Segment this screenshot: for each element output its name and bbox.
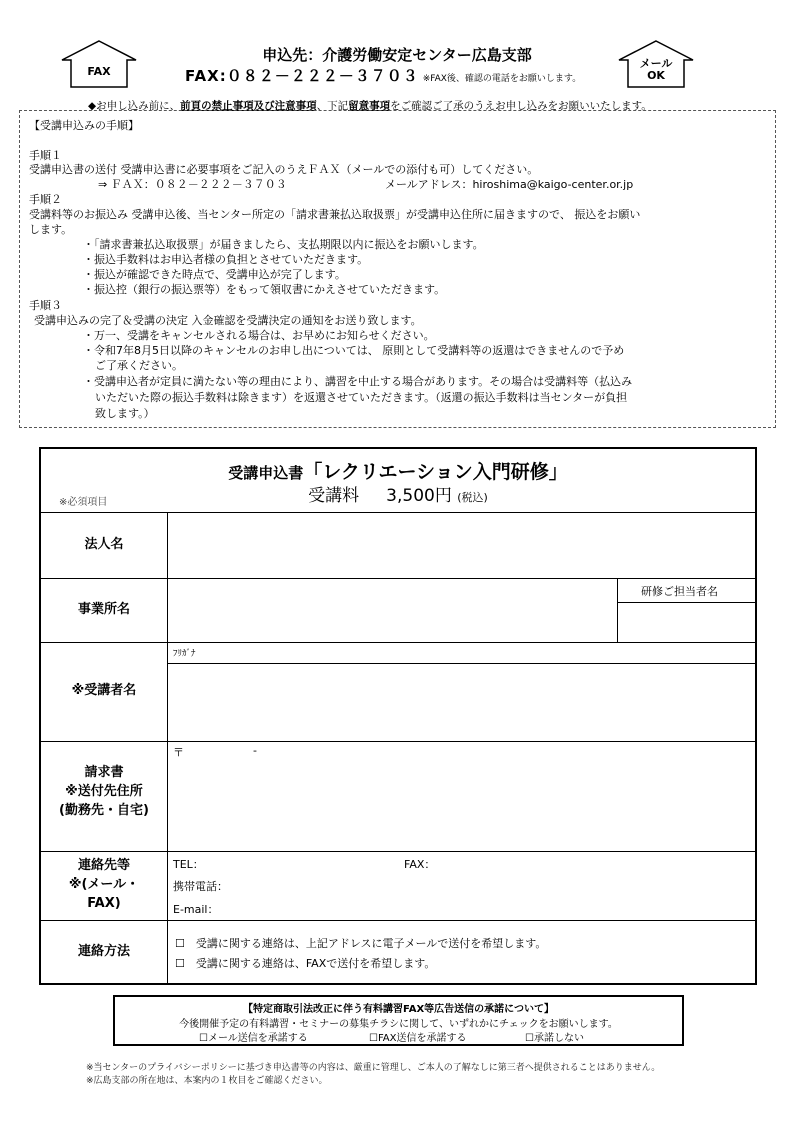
- step2-bullet: ・振込手数料はお申込者様の負担とさせていただきます。: [83, 253, 369, 266]
- staff-label: 研修ご担当者名: [641, 585, 718, 598]
- method-option-fax[interactable]: ☐ 受講に関する連絡は、FAXで送付を希望します。: [175, 957, 436, 970]
- step3-bullet-3-cont: 致します。）: [95, 407, 155, 420]
- ad-consent-box: [113, 995, 684, 1046]
- form-fee: [41, 481, 755, 506]
- fee-label: 受講料: [308, 486, 360, 506]
- page-title: 申込先：介護労働安定センター広島支部: [262, 46, 532, 64]
- step2-bullet: ・振込控（銀行の振込票等）をもって領収書にかえさせていただきます。: [83, 283, 446, 296]
- step1-text: 受講申込書の送付 受講申込書に必要事項をご記入のうえＦＡＸ（メールでの添付も可）してください。: [29, 163, 539, 176]
- step3-bullet-2: ・令和7年8月5日以降のキャンセルのお申し出については、 原則として受講料等の返還はできませんので予め: [83, 344, 625, 357]
- required-note: ※必須項目: [59, 497, 108, 508]
- fax-badge-label: FAX: [87, 65, 111, 78]
- form-title-prefix: 受講申込書: [228, 464, 304, 482]
- fax-number-line: [185, 65, 581, 86]
- email-label[interactable]: E-mail：: [173, 903, 219, 916]
- notice-suffix: をご確認ご了承のうえお申し込みをお願いいたします。: [390, 100, 652, 112]
- step1-title: 手順１: [29, 149, 62, 162]
- consent-fax-option[interactable]: ☐FAX送信を承諾する: [369, 1033, 467, 1044]
- postal-mark: 〒: [173, 746, 184, 759]
- step3-title: 手順３: [29, 299, 62, 312]
- fax-number: FAX:０８２－２２２－３７０３: [185, 67, 419, 85]
- privacy-footnote: ※当センターのプライバシーポリシーに基づき申込書等の内容は、厳重に管理し、ご本人の了解なしに第三者へ提供されることはありません。: [86, 1063, 661, 1073]
- step1-mail: メールアドレス：hiroshima@kaigo-center.or.jp: [385, 178, 634, 191]
- row-divider: [41, 578, 755, 579]
- application-form: [39, 447, 757, 985]
- step3-bullet-3-cont: いただいた際の振込手数料は除きます）を返還させていただきます。（返還の振込手数料は当センターが負担: [95, 391, 628, 404]
- consent-mail-option[interactable]: ☐メール送信を承諾する: [199, 1033, 308, 1044]
- ad-consent-title: 【特定商取引法改正に伴う有料講習FAX等広告送信の承諾について】: [243, 1004, 554, 1015]
- step3-bullet-1: ・万一、受講をキャンセルされる場合は、お早めにお知らせください。: [83, 329, 435, 342]
- billing-address-field[interactable]: [169, 761, 755, 849]
- staff-name-field[interactable]: [619, 604, 755, 640]
- row-divider: [41, 741, 755, 742]
- contact-label-1: 連絡先等: [77, 858, 130, 873]
- staff-column-divider: [617, 578, 618, 642]
- step2-bullet: ・振込が確認できた時点で、受講申込が完了します。: [83, 268, 346, 281]
- notice-bold-2: 留意事項: [348, 100, 391, 112]
- step2-text-2: します。: [29, 223, 73, 236]
- row-divider: [41, 851, 755, 852]
- corp-label: 法人名: [84, 537, 124, 552]
- method-option-email[interactable]: ☐ 受講に関する連絡は、上記アドレスに電子メールで送付を希望します。: [175, 937, 547, 950]
- staff-divider: [617, 602, 755, 603]
- furigana-label: ﾌﾘｶﾞﾅ: [173, 649, 196, 659]
- billing-label-2: ※送付先住所: [65, 784, 143, 799]
- billing-label-1: 請求書: [84, 765, 124, 780]
- postal-dash: -: [253, 744, 257, 757]
- row-divider: [41, 920, 755, 921]
- step2-bullet: ・「請求書兼払込取扱票」が届きましたら、支払期限以内に振込をお願いします。: [83, 238, 484, 251]
- attendee-name-field[interactable]: [169, 665, 755, 739]
- furigana-divider: [167, 663, 755, 664]
- contact-label-3: FAX): [87, 896, 121, 911]
- form-course-name: 「レクリエーション入門研修」: [303, 461, 568, 483]
- step1-fax: ⇒ ＦＡＸ：０８２－２２２－３７０３: [98, 178, 287, 191]
- procedure-box: [19, 110, 776, 428]
- corp-name-field[interactable]: [169, 514, 755, 576]
- fee-tax: (税込): [457, 491, 488, 504]
- fee-value: 3,500円: [386, 486, 452, 506]
- step3-bullet-2-cont: ご了承ください。: [95, 359, 183, 372]
- notice-mid: 、下記: [316, 100, 349, 112]
- label-column-divider: [167, 512, 168, 983]
- step2-text-1: 受講料等のお振込み 受講申込後、当センター所定の「請求書兼払込取扱票」が受講申込住所に届きますので、 振込をお願い: [29, 208, 641, 221]
- ad-consent-desc: 今後開催予定の有料講習・セミナーの募集チラシに関して、いずれかにチェックをお願いします。: [179, 1019, 618, 1030]
- location-footnote: ※広島支部の所在地は、本案内の１枚目をご確認ください。: [86, 1076, 328, 1086]
- tel-label[interactable]: TEL：: [173, 858, 204, 871]
- billing-label-3: (勤務先・自宅): [59, 803, 149, 818]
- step2-title: 手順２: [29, 193, 62, 206]
- contact-label-2: ※(メール・: [68, 877, 140, 892]
- row-divider: [41, 642, 755, 643]
- consent-decline-option[interactable]: ☐承諾しない: [525, 1033, 584, 1044]
- step3-bullet-3: ・受講申込者が定員に満たない等の理由により、講習を中止する場合があります。その場合は受講料等（払込み: [83, 375, 633, 388]
- fax-label[interactable]: FAX：: [404, 858, 436, 871]
- office-name-field[interactable]: [169, 580, 615, 640]
- fax-note: ※FAX後、確認の電話をお願いします。: [422, 74, 582, 84]
- notice-bold-1: 前頁の禁止事項及び注意事項: [180, 100, 317, 112]
- mobile-label[interactable]: 携帯電話：: [173, 880, 228, 893]
- office-label: 事業所名: [77, 602, 130, 617]
- notice-prefix: ◆お申し込み前に、: [88, 100, 181, 112]
- method-label: 連絡方法: [77, 944, 130, 959]
- row-divider: [41, 512, 755, 513]
- procedure-heading: 【受講申込みの手順】: [29, 119, 139, 132]
- mail-badge-label-2: OK: [647, 69, 665, 82]
- attendee-label: ※受講者名: [71, 683, 137, 698]
- step3-text: 受講申込みの完了＆受講の決定 入金確認を受講決定の通知をお送り致します。: [34, 314, 422, 327]
- mail-badge-label-1: メール: [639, 57, 673, 70]
- form-title: [41, 457, 755, 484]
